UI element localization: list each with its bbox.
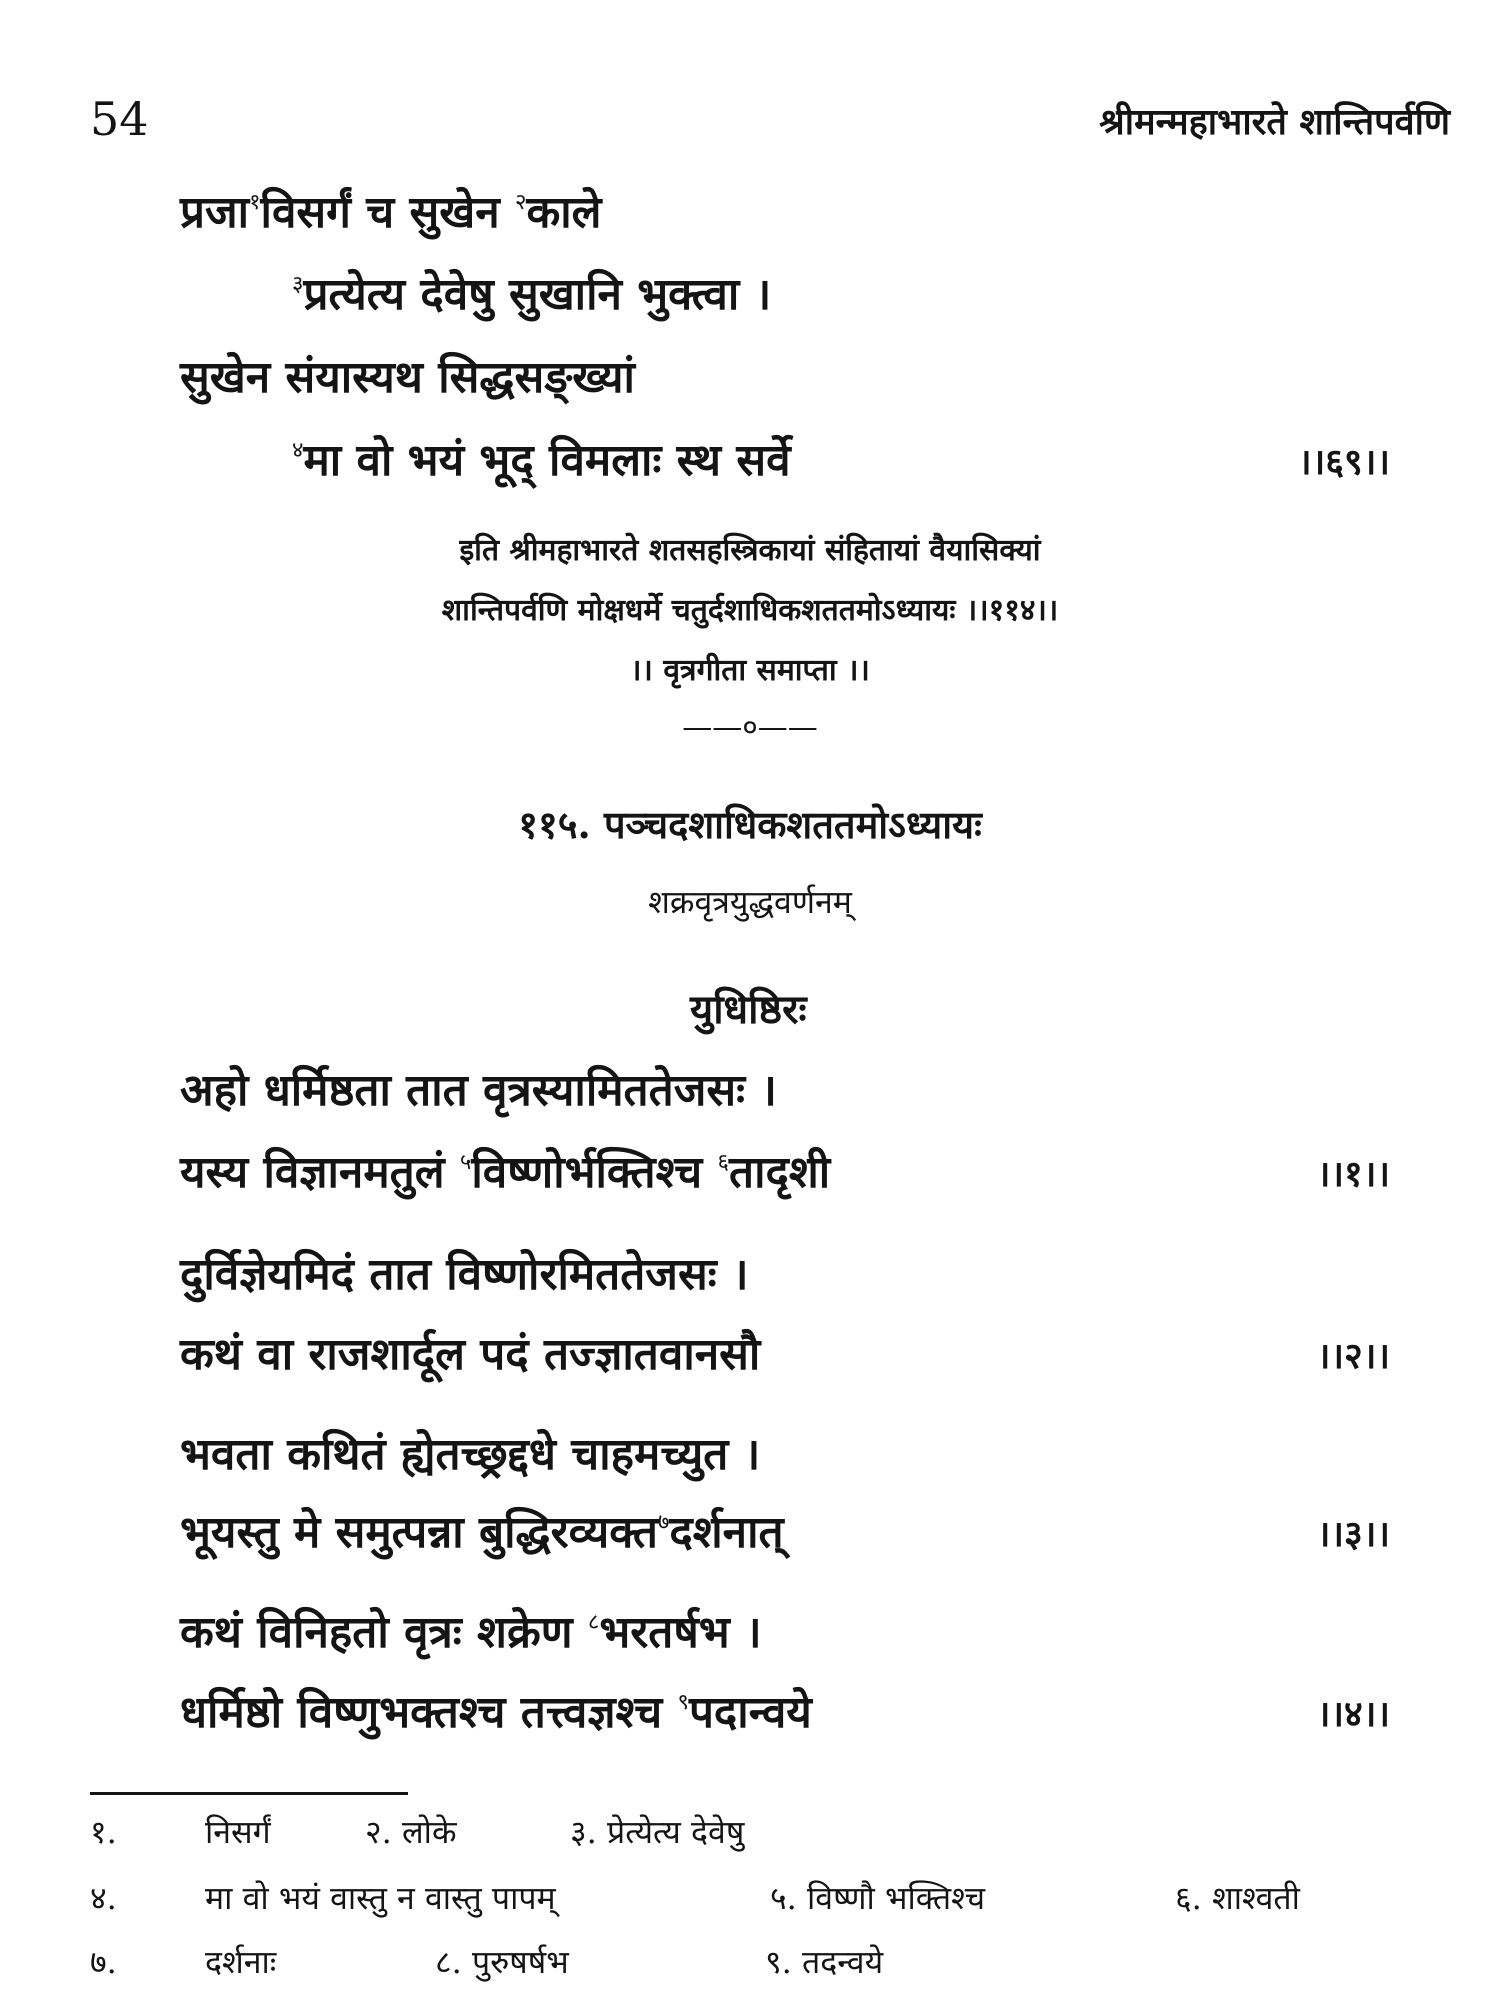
verse-number: ।।३।। [1316,1513,1390,1555]
verse-line [180,1500,784,1560]
verse-line [180,1322,760,1382]
footnote-text: निसर्गं [205,1813,271,1851]
verse-line [180,1058,777,1118]
footnote-text: ९. तदन्वये [765,1943,884,1981]
colophon-line: इति श्रीमहाभारते शतसहस्त्रिकायां संहितायां वैयासिक्यां [459,533,1041,568]
footnote-number: ७. [90,1943,117,1981]
footnote-number: १. [90,1813,117,1851]
footnote-text: दर्शनाः [205,1943,277,1981]
section-divider: ——०—— [682,710,818,745]
footnote-text: ३. प्रेत्येत्य देवेषु [570,1813,745,1851]
footnote-number: ४. [90,1879,117,1917]
footnote-marker: ७ [657,1510,670,1535]
footnote-rule [90,1792,408,1795]
speaker-name: युधिष्ठिरः [690,986,807,1033]
verse-text: विष्णोर्भक्तिश्च [471,1147,718,1198]
footnote-text: ६. शाश्वती [1175,1879,1300,1917]
verse-text: प्रजा [180,187,250,238]
page-number: 54 [90,92,149,146]
verse-number: ।।१।। [1316,1153,1390,1195]
verse-line [180,1242,749,1302]
verse-text: धर्मिष्ठो विष्णुभक्तश्च तत्त्वज्ञश्च [180,1687,678,1738]
colophon-line: शान्तिपर्वणि मोक्षधर्मे चतुर्दशाधिकशततमोऽध्यायः ।।११४।। [441,593,1059,628]
footnote-marker: १ [249,190,261,215]
verse-line [292,262,771,322]
verse-number: ।।४।। [1316,1693,1390,1735]
verse-line [180,1140,830,1200]
footnote-marker: ४ [292,438,304,463]
chapter-subtitle: शक्रवृत्रयुद्धवर्णनम् [648,883,852,921]
footnote-text: ५. विष्णौ भक्तिश्च [770,1879,986,1917]
verse-text: भूयस्तु मे समुत्पन्ना बुद्धिरव्यक्त [180,1507,658,1558]
verse-line [180,1422,760,1482]
verse-number: ।।६९।। [1297,441,1390,483]
verse-text: यस्य विज्ञानमतुलं [180,1147,460,1198]
verse-text: पदान्वये [688,1687,812,1738]
verse-text: कथं विनिहतो वृत्रः शक्रेण [180,1607,588,1658]
verse-text: मा वो भयं भूद् विमलाः स्थ सर्वे [303,435,791,486]
verse-text: काले [526,187,602,238]
chapter-title: ११५. पञ्चदशाधिकशततमोऽध्यायः [518,802,982,847]
verse-line [180,180,601,240]
verse-line [180,1600,762,1660]
footnote-marker: ६ [717,1150,729,1175]
footnote-marker: २ [514,190,527,215]
verse-text: अहो धर्मिष्ठता तात वृत्रस्यामिततेजसः । [180,1065,777,1116]
footnote-marker: ८ [587,1610,600,1635]
footnote-text: ८. पुरुषर्षभ [435,1943,569,1981]
colophon-line: ।। वृत्रगीता समाप्ता ।। [630,653,870,688]
verse-line [180,345,635,405]
verse-text: प्रत्येत्य देवेषु सुखानि भुक्त्वा । [303,269,772,320]
verse-text: विसर्गं च सुखेन [260,187,515,238]
verse-text: कथं वा राजशार्दूल पदं तज्ज्ञातवानसौ [180,1329,761,1380]
verse-line [292,428,791,488]
running-head: श्रीमन्महाभारते शान्तिपर्वणि [1099,101,1450,143]
verse-line [180,1680,812,1740]
verse-text: दुर्विज्ञेयमिदं तात विष्णोरमिततेजसः । [180,1249,749,1300]
verse-text: भवता कथितं ह्येतच्छ्रद्दधे चाहमच्युत । [180,1429,761,1480]
verse-text: दर्शनात् [669,1507,784,1558]
footnote-marker: ५ [459,1150,472,1175]
verse-text: भरतर्षभ । [599,1607,762,1658]
footnote-text: २. लोके [365,1813,457,1851]
footnote-text: मा वो भयं वास्तु न वास्तु पापम् [205,1879,556,1917]
verse-number: ।।२।। [1316,1335,1390,1377]
verse-text: तादृशी [729,1147,831,1198]
footnote-marker: ९ [677,1690,689,1715]
footnote-marker: ३ [292,272,304,297]
verse-text: सुखेन संयास्यथ सिद्धसङ्ख्यां [180,352,635,403]
